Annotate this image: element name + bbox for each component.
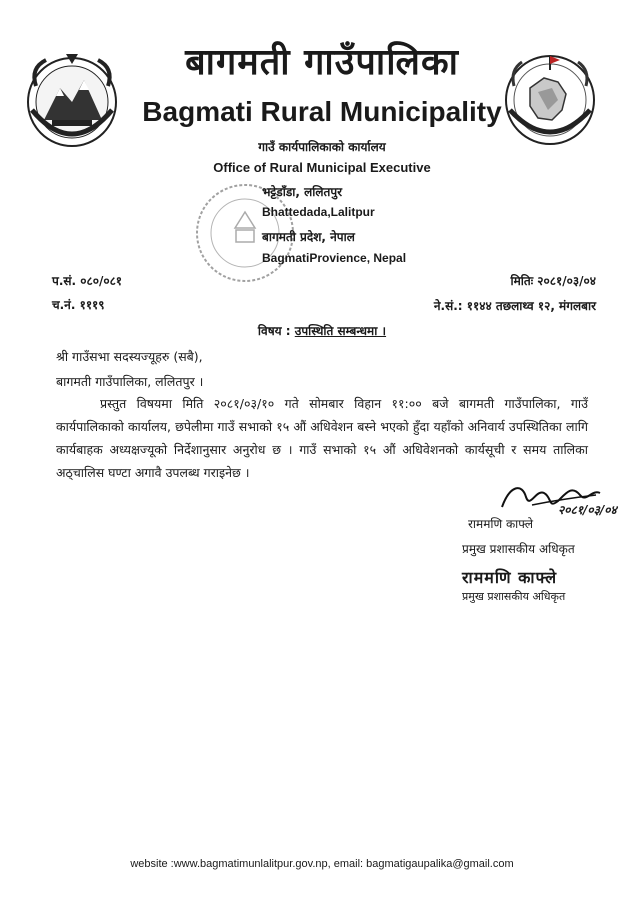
address-english-line2: BagmatiProvience, Nepal xyxy=(262,251,407,265)
address-nepali-line1: भट्टेडाँडा, ललितपुर xyxy=(262,185,343,199)
signer-name: राममणि काफ्ले xyxy=(468,517,534,531)
nepal-sambat-date: ने.सं.: ११४४ तछलाथ्व १२, मंगलबार xyxy=(433,299,596,313)
municipality-title-nepali: बागमती गाउँपालिका xyxy=(185,42,459,83)
dispatch-number: च.नं. १११९ xyxy=(52,298,105,312)
subject-text: उपस्थिति सम्बन्धमा । xyxy=(294,324,387,338)
signer-stamp-name: राममणि काफ्ले xyxy=(462,568,558,587)
municipality-title-english: Bagmati Rural Municipality xyxy=(142,96,502,127)
signature-date: २०८१/०३/०४ xyxy=(558,503,617,517)
body-paragraph: प्रस्तुत विषयमा मिति २०८१/०३/१० गते सोमबार विहान ११:०० बजे बागमती गाउँपालिका, गाउँ कार्यपालिकाको कार्यालय, छपेलीमा गाउँ सभाको १५ औं अधिवेशन बस्ने भएको हुँदा यहाँको अनिवार्य उपस्थितिका लागि कार्यबाहक अध्यक्षज्यूको निर्देशानुसार अनुरोध छ । गाउँ सभाको १५ औं अधिवेशनको कार्यसूची र समय तालिका अठ्चालिस घण्टा अगावै उपलब्ध गराइनेछ । xyxy=(56,396,588,480)
signer-title: प्रमुख प्रशासकीय अधिकृत xyxy=(462,542,575,556)
office-name-nepali: गाउँ कार्यपालिकाको कार्यालय xyxy=(258,140,386,154)
signer-stamp-title: प्रमुख प्रशासकीय अधिकृत xyxy=(462,590,566,603)
subject-label: विषय : xyxy=(257,324,291,338)
office-name-english: Office of Rural Municipal Executive xyxy=(213,160,431,175)
address-english-line1: Bhattedada,Lalitpur xyxy=(262,205,375,219)
footer-contact: website :www.bagmatimunlalitpur.gov.np, email: bagmatigaupalika@gmail.com xyxy=(130,858,514,870)
subject-line xyxy=(0,322,644,339)
address-nepali-line2: बागमती प्रदेश, नेपाल xyxy=(262,230,355,244)
reference-number: प.सं. ०८०/०८१ xyxy=(52,274,123,288)
recipient-line-1: श्री गाउँसभा सदस्यज्यूहरु (सबै), xyxy=(56,349,203,364)
recipient-line-2: बागमती गाउँपालिका, ललितपुर । xyxy=(56,374,204,389)
letter-date: मितिः २०८१/०३/०४ xyxy=(510,274,596,288)
